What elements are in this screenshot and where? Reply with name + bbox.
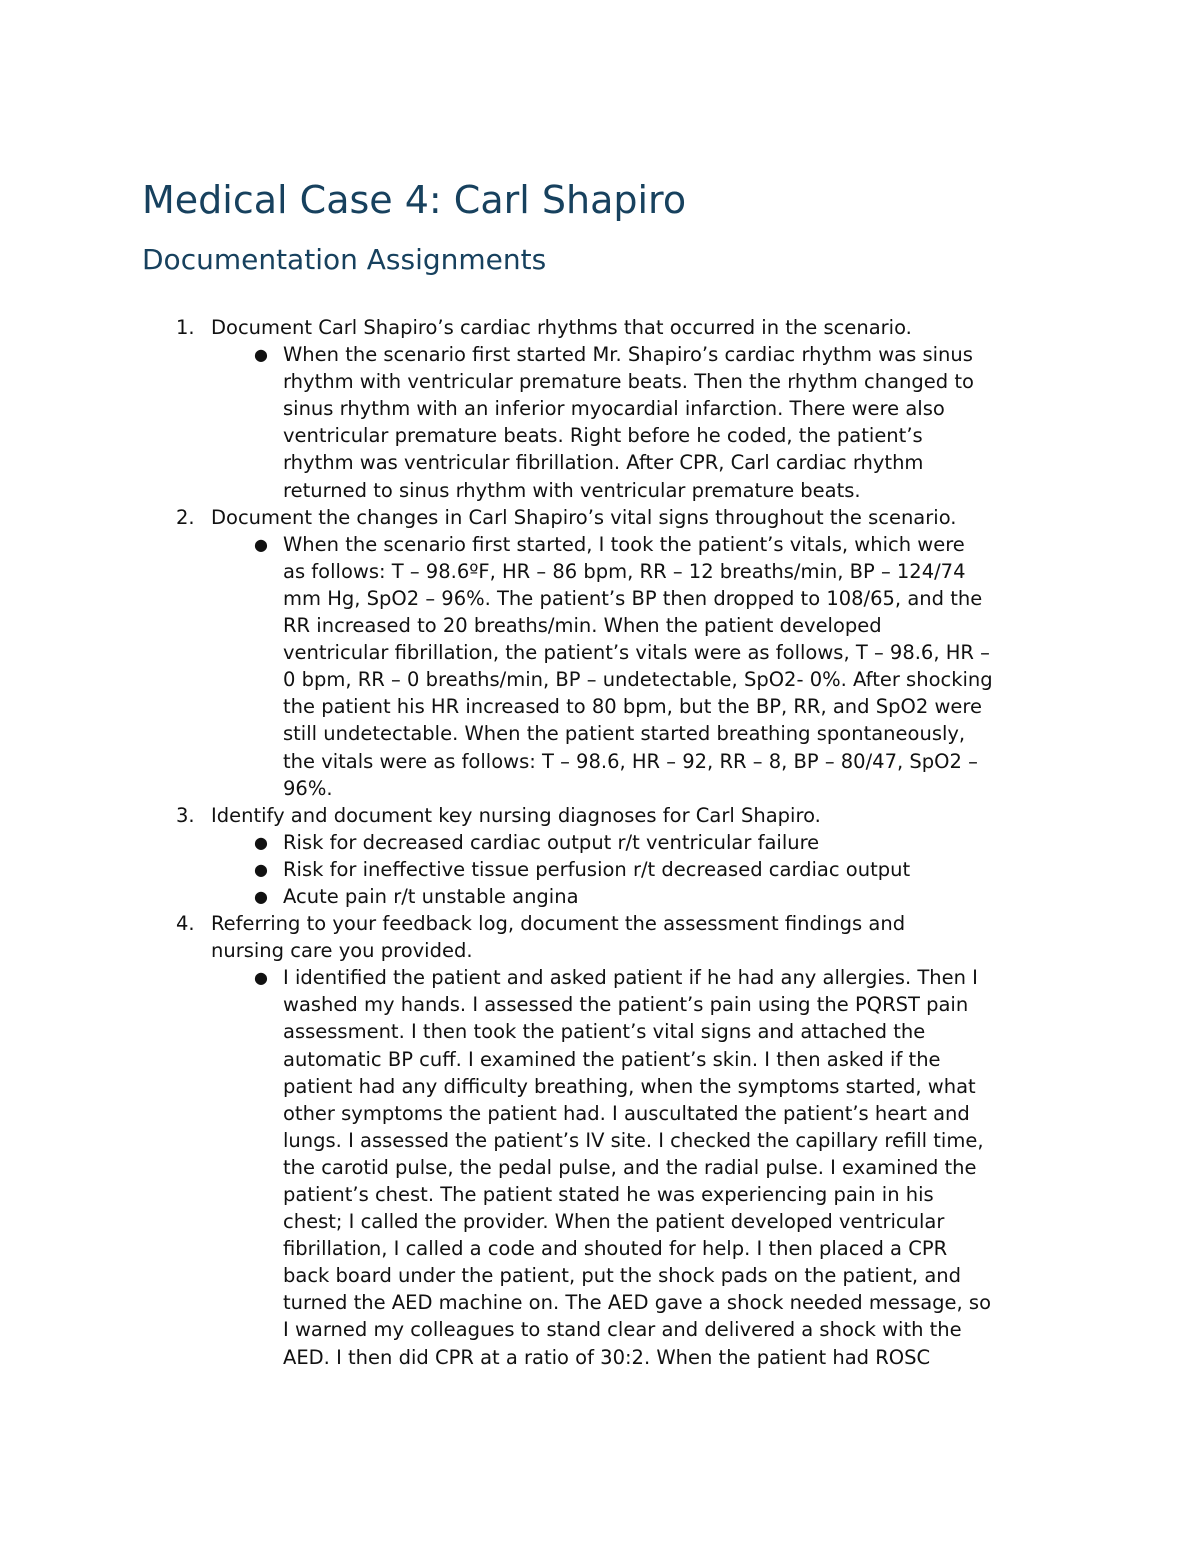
document-title: Medical Case 4: Carl Shapiro	[142, 178, 687, 222]
bullet-text: When the scenario first started, I took the patient’s vitals, which were as follows: T – 98.6ºF, HR – 86 bpm, RR – 12 breaths/min, BP – 124/74 mm Hg, SpO2 – 96%. The patient’s BP then dropped to 108/65, and the RR increased to 20 breaths/min. When the patient developed ventricular fibrillation, the patient’s vitals were as follows, T – 98.6, HR – 0 bpm, RR – 0 breaths/min, BP – undetectable, SpO2- 0%. After shocking the patient his HR increased to 80 bpm, but the BP, RR, and SpO2 were still undetectable. When the patient started breathing spontaneously, the vitals were as follows: T – 98.6, HR – 92, RR – 8, BP – 80/47, SpO2 – 96%.	[283, 532, 993, 800]
bullet-list	[211, 964, 992, 1370]
bullet-icon: ●	[254, 345, 268, 365]
bullet-icon: ●	[254, 832, 268, 852]
bullet-list	[211, 829, 1062, 910]
bullet-text: Risk for ineffective tissue perfusion r/t decreased cardiac output	[283, 857, 911, 881]
bullet-icon: ●	[254, 534, 268, 554]
list-item	[142, 314, 1062, 504]
assignment-list	[142, 314, 1062, 1371]
bullet-icon: ●	[254, 886, 268, 906]
list-item	[142, 802, 1062, 910]
bullet-icon: ●	[254, 968, 268, 988]
item-text: Document the changes in Carl Shapiro’s vital signs throughout the scenario.	[211, 505, 957, 529]
item-number: 4.	[176, 912, 195, 936]
item-text: Identify and document key nursing diagnoses for Carl Shapiro.	[211, 803, 821, 827]
item-text: Document Carl Shapiro’s cardiac rhythms that occurred in the scenario.	[211, 316, 912, 339]
bullet-text: I identified the patient and asked patient if he had any allergies. Then I washed my hands. I assessed the patient’s pain using the PQRST pain assessment. I then took the patient’s vital signs and attached the automatic BP cuff. I examined the patient’s skin. I then asked if the patient had any difficulty breathing, when the symptoms started, what other symptoms the patient had. I auscultated the patient’s heart and lungs. I assessed the patient’s IV site. I checked the capillary refill time, the carotid pulse, the pedal pulse, and the radial pulse. I examined the patient’s chest. The patient stated he was experiencing pain in his chest; I called the provider. When the patient developed ventricular fibrillation, I called a code and shouted for help. I then placed a CPR back board under the patient, put the shock pads on the patient, and turned the AED machine on. The AED gave a shock needed message, so I warned my colleagues to stand clear and delivered a shock with the AED. I then did CPR at a ratio of 30:2. When the patient had ROSC	[283, 966, 992, 1369]
bullet-item	[211, 341, 993, 504]
item-number: 2.	[176, 505, 195, 529]
bullet-text: When the scenario first started Mr. Shapiro’s cardiac rhythm was sinus rhythm with ventricular premature beats. Then the rhythm changed to sinus rhythm with an inferior myocardial infarction. There were also ventricular premature beats. Right before he coded, the patient’s rhythm was ventricular fibrillation. After CPR, Carl cardiac rhythm returned to sinus rhythm with ventricular premature beats.	[283, 343, 974, 502]
bullet-item	[211, 856, 1063, 883]
document-subtitle: Documentation Assignments	[142, 243, 547, 276]
list-item	[142, 910, 992, 1371]
bullet-icon: ●	[254, 859, 268, 879]
list-item	[142, 504, 1062, 802]
bullet-item	[211, 829, 1063, 856]
bullet-list	[211, 531, 1062, 802]
item-number: 3.	[176, 803, 195, 827]
item-text: Referring to your feedback log, document the assessment findings and nursing care you provided.	[211, 912, 906, 963]
bullet-item	[211, 531, 993, 802]
bullet-text: Acute pain r/t unstable angina	[283, 884, 579, 908]
item-number: 1.	[176, 316, 195, 339]
bullet-item	[211, 883, 1063, 910]
bullet-text: Risk for decreased cardiac output r/t ventricular failure	[283, 830, 820, 854]
bullet-item	[211, 964, 993, 1370]
bullet-list	[211, 341, 1062, 504]
